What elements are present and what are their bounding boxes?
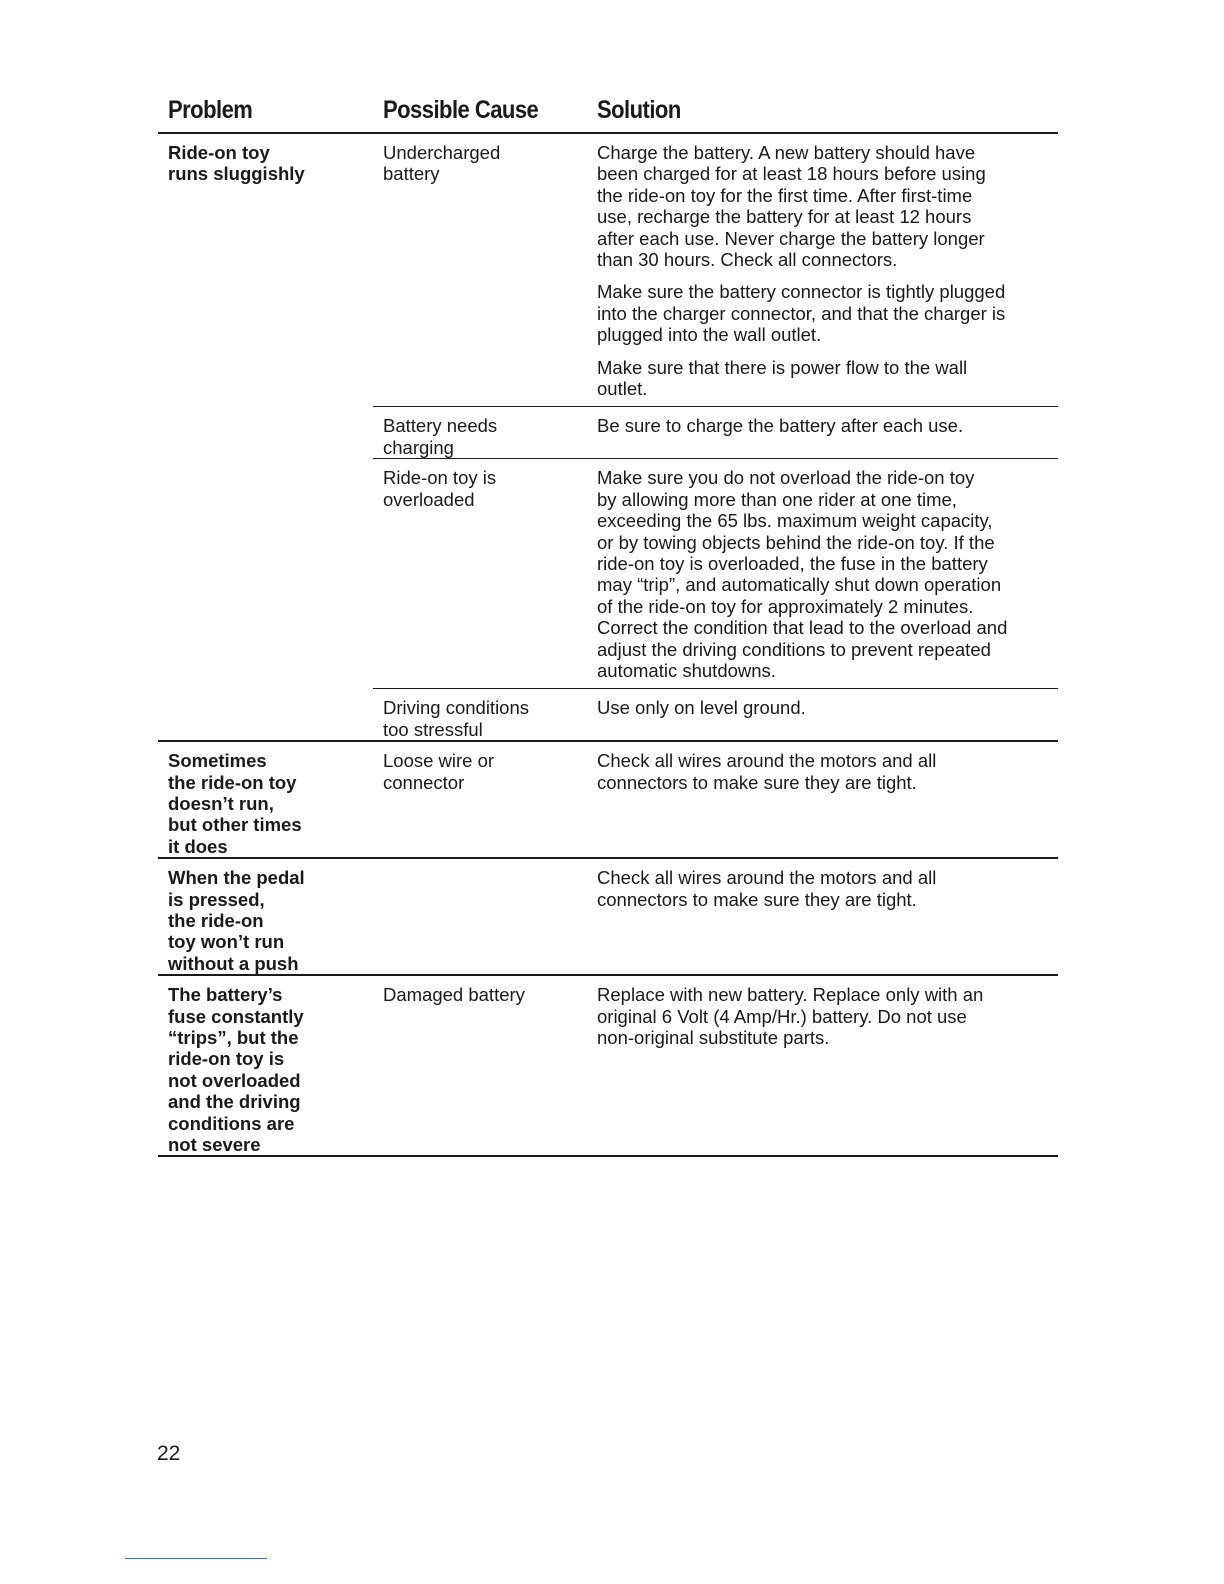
problem-group [158,859,1058,976]
problem-text: The battery’s fuse constantly “trips”, but the ride-on toy is not overloaded and the driving conditions are not severe [168,984,304,1156]
problem-text: Sometimes the ride-on toy doesn’t run, but other times it does [168,750,302,857]
solution-text: Make sure you do not overload the ride-on toy by allowing more than one rider at one time, exceeding the 65 lbs. maximum weight capacity, or by towing objects behind the ride-on toy. If the ride-on toy is overloaded, the fuse in the battery may “trip”, and automatically shut down operation of the ride-on toy for approximately 2 minutes. Correct the condition that lead to the overload and adjust the driving conditions to prevent repeated automatic shutdowns. [597,467,1008,681]
cause-text: Damaged battery [383,984,525,1006]
solution-text: Check all wires around the motors and all connectors to make sure they are tight. [597,750,937,793]
table-row [373,134,1058,407]
solution-cell [587,976,1058,1055]
table-header [158,94,1058,134]
table-row [373,976,1058,1055]
solution-cell [587,407,1058,458]
header-possible-cause: Possible Cause [383,96,539,124]
header-problem: Problem [168,96,253,124]
problem-text: Ride-on toy runs sluggishly [168,142,305,185]
header-solution: Solution [597,96,681,124]
problem-text: When the pedal is pressed, the ride-on toy won’t run without a push [168,867,305,974]
cause-text: Undercharged battery [383,142,501,185]
solution-text: Check all wires around the motors and all connectors to make sure they are tight. [597,867,937,910]
solution-text: Replace with new battery. Replace only with an original 6 Volt (4 Amp/Hr.) battery. Do not use non-original substitute parts. [597,984,984,1049]
solution-cell [587,459,1058,688]
solution-text: Make sure that there is power flow to the wall outlet. [597,356,968,400]
cause-text: Ride-on toy is overloaded [383,467,497,510]
problem-group [158,742,1058,859]
cause-text: Battery needs charging [383,415,498,458]
solution-text: Use only on level ground. [597,697,806,719]
table-row [373,859,1058,917]
table-row [373,689,1058,740]
table-row [373,407,1058,459]
solution-cell [587,134,1058,406]
cause-text: Driving conditions too stressful [383,697,530,740]
troubleshooting-table [158,94,1058,1157]
table-row [373,742,1058,800]
solution-cell [587,742,1058,800]
problem-group [158,134,1058,742]
cause-text: Loose wire or connector [383,750,495,793]
footer-divider [125,1558,267,1559]
table-row [373,459,1058,689]
problem-group [158,976,1058,1157]
solution-text: Make sure the battery connector is tightly plugged into the charger connector, and that the charger is plugged into the wall outlet. [597,281,1006,346]
solution-cell [587,689,1058,740]
page-number: 22 [157,1442,181,1465]
solution-text: Charge the battery. A new battery should have been charged for at least 18 hours before using the ride-on toy for the first time. After first-time use, recharge the battery for at least 12 hours after each use. Never charge the battery longer than 30 hours. Check all connectors. [597,142,986,271]
cause-text [373,859,587,917]
solution-text: Be sure to charge the battery after each use. [597,415,964,437]
solution-cell [587,859,1058,917]
